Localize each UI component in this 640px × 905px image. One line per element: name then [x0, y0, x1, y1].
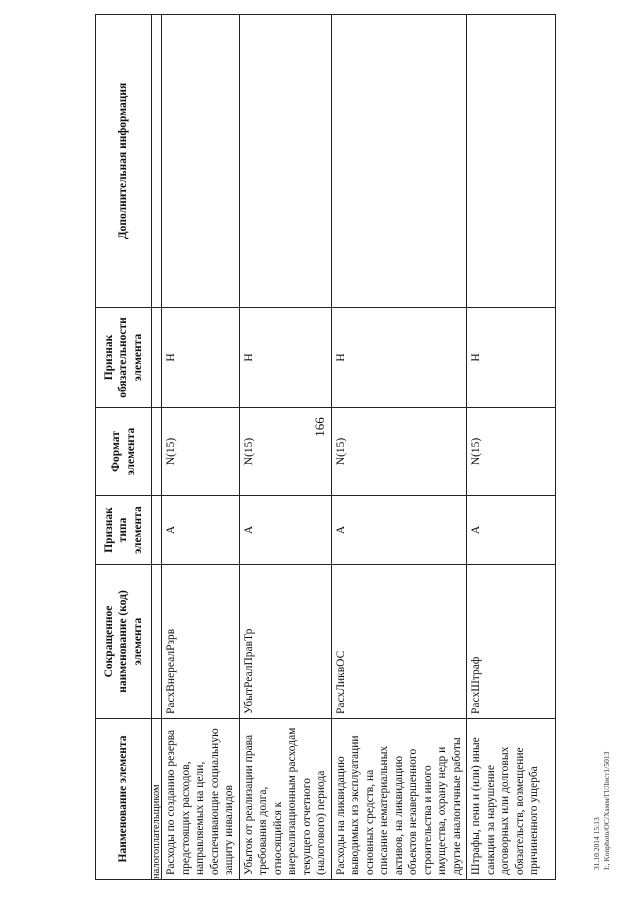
cell-element-name: Расходы по созданию резерва предстоящих расходов, направляемых на цели, обеспечивающие социальную защиту инвалидов: [162, 719, 240, 880]
cell-element-name: Расходы на ликвидацию выводимых из эксплуатации основных средств, на списание нематериальных активов, на ликвидацию объектов незавершенного строительства и иного имущества, охрану недр и другие аналогичные работы: [331, 719, 467, 880]
cell-element-format: N(15): [162, 408, 240, 496]
cell-element-format: N(15): [239, 408, 331, 496]
header-element-format: Формат элемента: [96, 408, 152, 496]
cell-empty: [152, 408, 162, 496]
table-row: [331, 15, 467, 880]
cell-empty: [152, 565, 162, 719]
cell-element-required: Н: [239, 308, 331, 408]
cell-continuation-text: налогоплательщиком: [152, 719, 162, 880]
footer-stamp: [592, 752, 612, 870]
cell-empty: [152, 496, 162, 565]
cell-element-type: А: [467, 496, 556, 565]
cell-empty: [152, 15, 162, 308]
cell-element-format: N(15): [467, 408, 556, 496]
footer-line-1: 31.10.2014 15:13: [592, 817, 601, 870]
cell-element-required: Н: [467, 308, 556, 408]
table-row: [467, 15, 556, 880]
header-element-required: Признак обязательности элемента: [96, 308, 152, 408]
cell-element-type: А: [331, 496, 467, 565]
table-row: [239, 15, 331, 880]
cell-element-name: Штрафы, пени и (или) иные санкции за нарушение договорных или долговых обязательств, возмещение причиненного ущерба: [467, 719, 556, 880]
cell-element-required: Н: [162, 308, 240, 408]
cell-element-code: РасхШтраф: [467, 565, 556, 719]
header-additional-info: Дополнительная информация: [96, 15, 152, 308]
page-number: 166: [312, 417, 327, 437]
cell-element-required: Н: [331, 308, 467, 408]
header-element-code: Сокращенное наименование (код) элемента: [96, 565, 152, 719]
cell-empty: [152, 308, 162, 408]
table-row-continuation: [152, 15, 162, 880]
table-header-row: [96, 15, 152, 880]
elements-table: [95, 14, 556, 880]
table-row: [162, 15, 240, 880]
cell-element-name: Убыток от реализации права требования долга, относящийся к внереализационным расходам текущего отчетного (налогового) периода: [239, 719, 331, 880]
cell-element-type: А: [162, 496, 240, 565]
footer-line-2: I:, Konphoto/ОС/Хамм/Гl/Лист1/5013: [602, 751, 611, 870]
cell-element-format: N(15): [331, 408, 467, 496]
cell-additional-info: [239, 15, 331, 308]
cell-additional-info: [467, 15, 556, 308]
cell-element-type: А: [239, 496, 331, 565]
header-element-name: Наименование элемента: [96, 719, 152, 880]
cell-additional-info: [331, 15, 467, 308]
header-element-type: Признак типа элемента: [96, 496, 152, 565]
cell-element-code: РасхВнереалРзрв: [162, 565, 240, 719]
elements-table-container: [95, 15, 540, 880]
cell-element-code: УбытРеалПравТр: [239, 565, 331, 719]
cell-additional-info: [162, 15, 240, 308]
cell-element-code: РасхЛиквОС: [331, 565, 467, 719]
